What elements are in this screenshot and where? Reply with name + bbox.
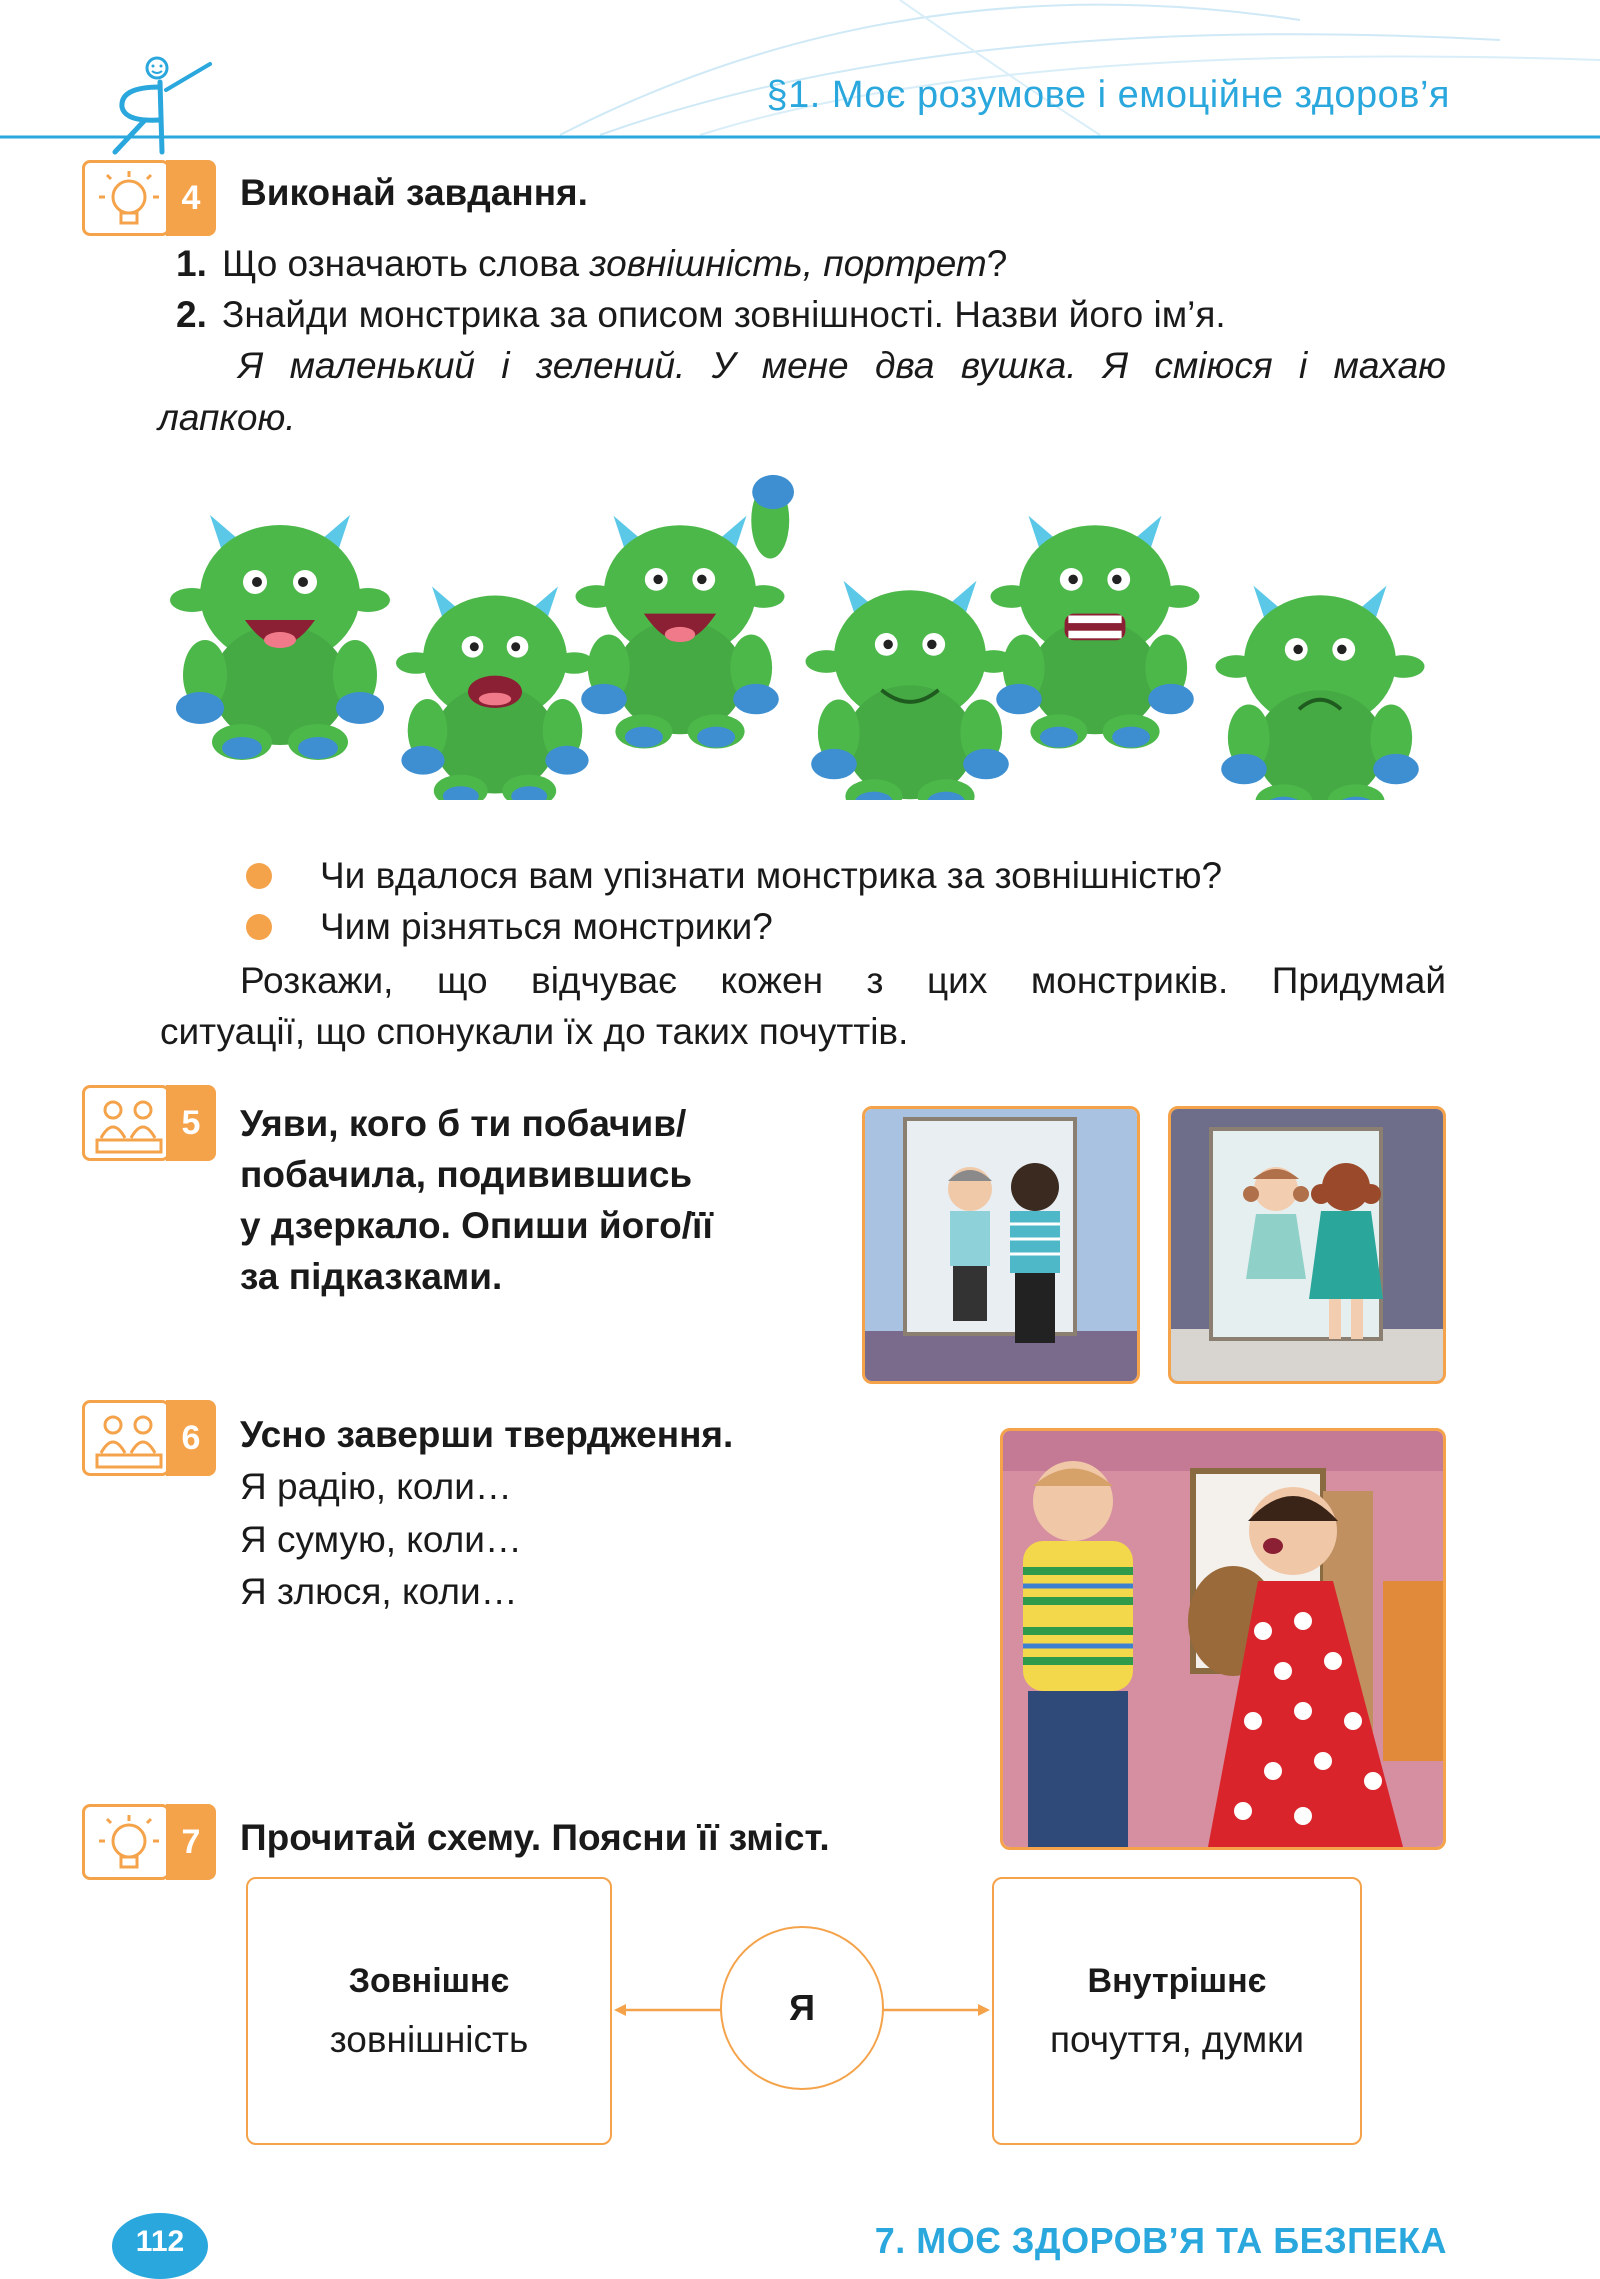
monster-angry [991,516,1200,749]
task-badge-7 [82,1804,216,1880]
lightbulb-icon [93,1813,165,1877]
task-item-1 [176,238,1446,289]
statement-3: Я злюся, коли… [240,1571,518,1612]
task-item-2 [176,289,1446,340]
monster-scared [396,587,594,801]
task-number: 5 [166,1085,216,1161]
task-number: 7 [166,1804,216,1880]
bullet-icon [246,863,272,889]
monster-description-line2: лапкою. [158,397,296,438]
task5-line: за підказками. [240,1256,503,1297]
scheme-internal-title: Внутрішнє [1087,1961,1267,2000]
scheme-external-title: Зовнішнє [348,1961,510,2000]
item-text-end: ? [986,243,1008,284]
scheme-internal-text: почуття, думки [1049,2018,1305,2060]
lightbulb-icon [93,169,165,233]
monster-happy [170,515,390,760]
question-2: Чим різняться монстрики? [320,906,773,947]
kids-arguing-image [1000,1428,1446,1850]
task5-line: у дзеркало. Опиши його/її [240,1205,713,1246]
item-italic-text: зовнішність, портрет [589,243,987,284]
arrow-left-icon [614,2004,626,2016]
statement-1: Я радію, коли… [240,1466,512,1507]
task-badge-5 [82,1085,216,1161]
paragraph-line2: ситуації, що спонукали їх до таких почуттів. [160,1011,909,1052]
scheme-internal-box [992,1877,1362,2145]
task5-line: Уяви, кого б ти побачив/ [240,1103,687,1144]
pair-work-icon [93,1094,165,1158]
monster-waving [576,475,795,749]
monster-sad [1216,586,1425,800]
monster-description-line1: Я маленький і зелений. У мене два вушка. Я сміюся і махаю [238,345,1446,386]
question-1: Чи вдалося вам упізнати монстрика за зовнішністю? [320,855,1223,896]
task-heading: Виконай завдання. [240,172,588,213]
item-text: Знайди монстрика за описом зовнішності. Назви його ім’я. [222,294,1226,335]
page-number: 112 [112,2213,208,2279]
item-text: Що означають слова [222,243,590,284]
monster-smiling [806,581,1015,800]
task-badge-6 [82,1400,216,1476]
task-badge-4 [82,160,216,236]
task-number: 6 [166,1400,216,1476]
scheme-external-box [246,1877,612,2145]
statement-2: Я сумую, коли… [240,1519,522,1560]
monsters-illustration [150,460,1450,800]
task-number: 4 [166,160,216,236]
paragraph-line1: Розкажи, що відчуває кожен з цих монстриків. Придумай [240,960,1446,1001]
section-title: §1. Моє розумове і емоційне здоров’я [766,74,1450,116]
task-heading: Прочитай схему. Поясни її зміст. [240,1817,830,1858]
mirror-boy-image [862,1106,1140,1384]
bullet-icon [246,914,272,940]
task5-text [240,1098,713,1302]
pair-work-icon [93,1409,165,1473]
item-number: 2. [176,294,207,335]
task-heading: Усно заверши твердження. [240,1414,734,1455]
item-number: 1. [176,243,207,284]
scheme-center-circle: Я [720,1926,884,2090]
arrow-right-icon [978,2004,990,2016]
ya-logo-icon [100,52,230,162]
scheme-external-text: зовнішність [329,2018,529,2060]
chapter-title: 7. МОЄ ЗДОРОВ’Я ТА БЕЗПЕКА [874,2220,1447,2261]
task5-line: побачила, подивившись [240,1154,693,1195]
mirror-girl-image [1168,1106,1446,1384]
